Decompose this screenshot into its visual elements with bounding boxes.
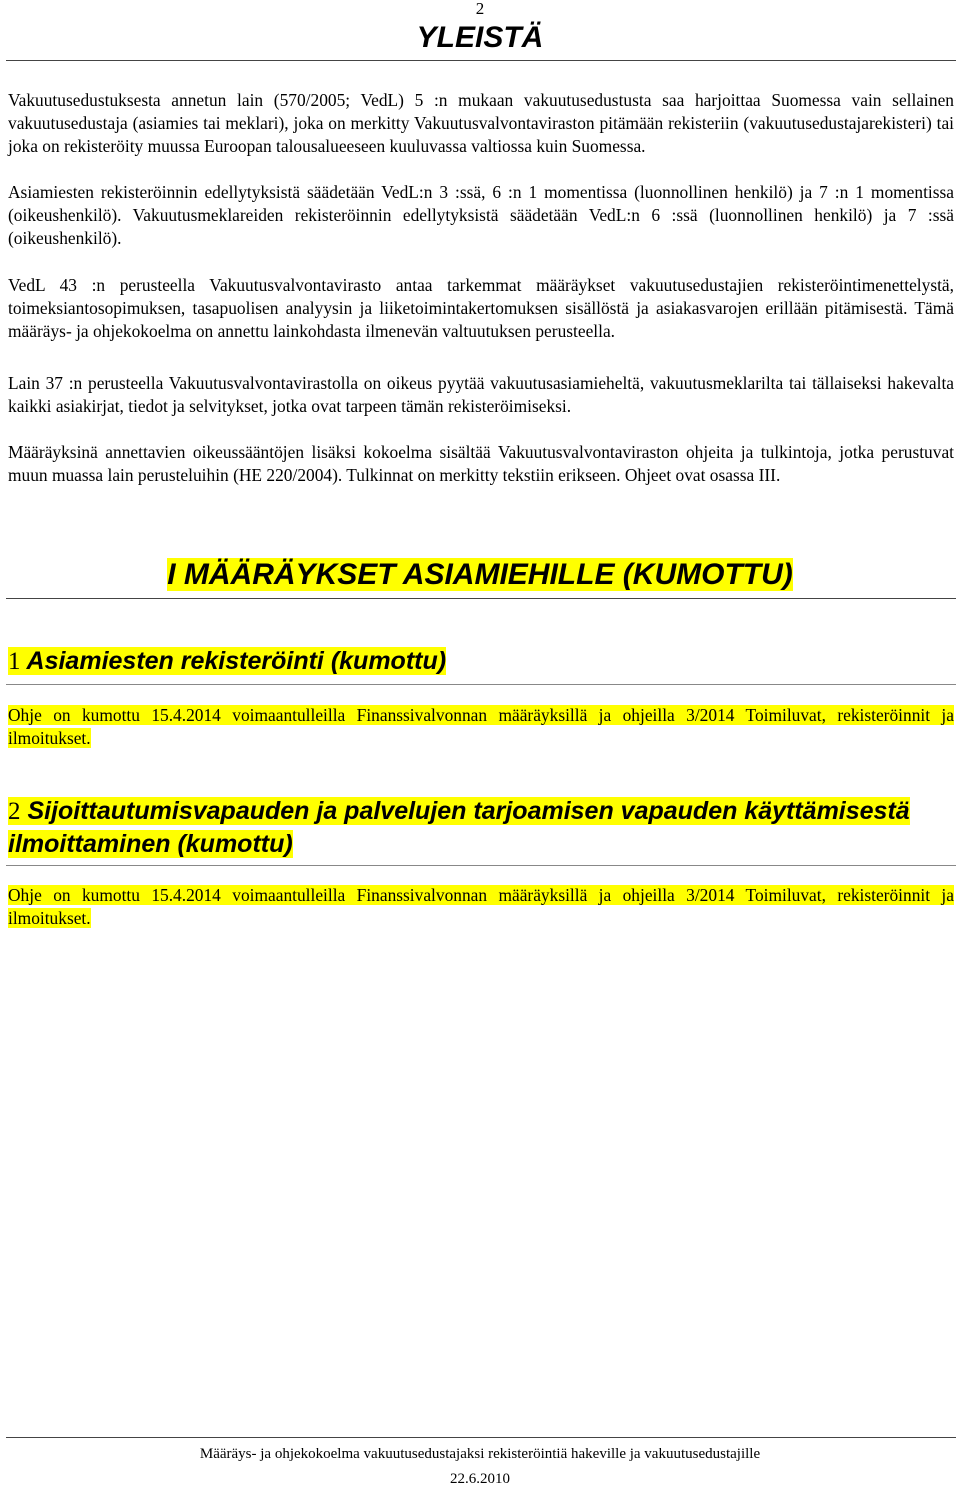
paragraph-vedl-43: VedL 43 :n perusteella Vakuutusvalvontavirasto antaa tarkemmat määräykset vakuutusedustajien rekisteröintimenettelystä, toimeksiantosopimuksen, tasapuolisen analyysin ja liiketoimintakertomuksen sisällöstä ja asiakasvarojen erillään pitämisestä. Tämä määräys- ja ohjekokoelma on annettu lainkohdasta ilmenevän valtuutuksen perusteella.: [8, 275, 954, 341]
section-2-note-text: Ohje on kumottu 15.4.2014 voimaantulleilla Finanssivalvonnan määräyksillä ja ohjeilla 3/2014 Toimiluvat, rekisteröinnit ja ilmoitukset.: [8, 885, 954, 928]
footer-rule: [6, 1437, 956, 1438]
section-1-heading: [8, 645, 948, 678]
page-title: YLEISTÄ: [416, 21, 544, 54]
section-1-note: [8, 704, 954, 750]
section-2-rule: [6, 865, 956, 866]
paragraph-vakuutusedustus: Vakuutusedustuksesta annetun lain (570/2005; VedL) 5 :n mukaan vakuutusedustusta saa harjoittaa Suomessa vain sellainen vakuutusedustaja (asiamies tai meklari), joka on merkitty Vakuutusvalvontaviraston pitämään rekisteriin (vakuutusedustajarekisteri) tai joka on rekisteröity muussa Euroopan talousalueeseen kuuluvassa valtiossa kuin Suomessa.: [8, 90, 954, 156]
paragraph-lain-37: Lain 37 :n perusteella Vakuutusvalvontavirastolla on oikeus pyytää vakuutusasiamieheltä, vakuutusmeklarilta tai tällaiseksi hakevalta kaikki asiakirjat, tiedot ja selvitykset, jotka ovat tarpeen tämän rekisteröimiseksi.: [8, 373, 954, 416]
section-2-heading-highlight: [8, 797, 910, 858]
part-heading: [0, 555, 960, 595]
section-1-rule: [6, 684, 956, 685]
paragraph-asiamiesten-edellytykset: Asiamiesten rekisteröinnin edellytyksistä säädetään VedL:n 3 :ssä, 6 :n 1 momentissa (luonnollinen henkilö) ja 7 :n 1 momentissa (oikeushenkilö). Vakuutusmeklareiden rekisteröinnin edellytyksistä säädetään VedL:n 6 :ssä (luonnollinen henkilö) ja 7 :ssä (oikeushenkilö).: [8, 182, 954, 248]
section-1-heading-highlight: [8, 647, 446, 675]
part-heading-text: I MÄÄRÄYKSET ASIAMIEHILLE (KUMOTTU): [167, 558, 793, 591]
section-2-number: 2: [8, 798, 21, 825]
section-1-title: Asiamiesten rekisteröinti (kumottu): [26, 647, 447, 675]
footer-date: 22.6.2010: [450, 1471, 510, 1487]
section-2-note: [8, 884, 954, 930]
part-heading-rule: [6, 598, 956, 599]
footer-text: Määräys- ja ohjekokoelma vakuutusedustajaksi rekisteröintiä hakeville ja vakuutusedustajille: [199, 1446, 761, 1462]
section-2-heading: [8, 795, 948, 860]
section-2-title: Sijoittautumisvapauden ja palvelujen tarjoamisen vapauden käyttämisestä ilmoittaminen (kumottu): [8, 797, 910, 858]
section-1-number: 1: [8, 648, 21, 675]
title-rule: [6, 60, 956, 61]
section-1-note-text: Ohje on kumottu 15.4.2014 voimaantulleilla Finanssivalvonnan määräyksillä ja ohjeilla 3/2014 Toimiluvat, rekisteröinnit ja ilmoitukset.: [8, 705, 954, 748]
paragraph-maarayksina: Määräyksinä annettavien oikeussääntöjen lisäksi kokoelma sisältää Vakuutusvalvontaviraston ohjeita ja tulkintoja, jotka perustuvat muun muassa lain perusteluihin (HE 220/2004). Tulkinnat on merkitty tekstiin erikseen. Ohjeet ovat osassa III.: [8, 442, 954, 485]
page-number: 2: [475, 0, 485, 18]
